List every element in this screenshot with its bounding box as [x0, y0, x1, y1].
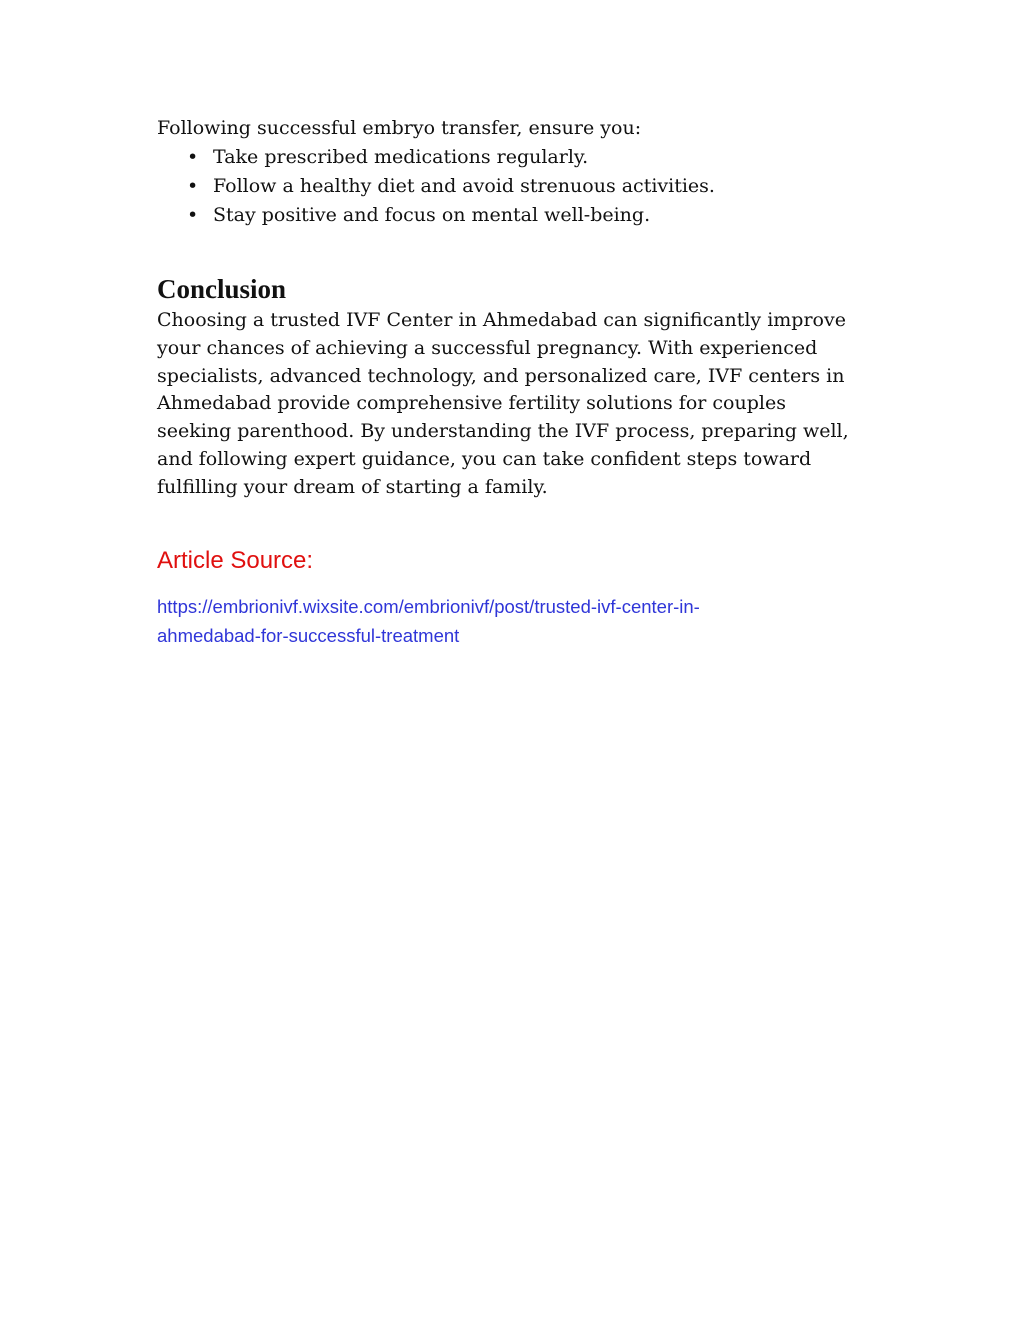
bullet-icon: • [187, 146, 199, 168]
list-item-text: Follow a healthy diet and avoid strenuous activities. [213, 175, 715, 197]
document-content [157, 114, 867, 650]
list-item-text: Stay positive and focus on mental well-being. [213, 204, 651, 226]
article-source-link[interactable] [157, 592, 837, 650]
conclusion-heading: Conclusion [157, 274, 287, 304]
list-item-text: Take prescribed medications regularly. [213, 146, 589, 168]
conclusion-paragraph: Choosing a trusted IVF Center in Ahmedabad can significantly improve your chances of achieving a successful pregnancy. With experienced specialists, advanced technology, and personalized care, IVF centers in Ahmedabad provide comprehensive fertility solutions for couples seeking parenthood. By understanding the IVF process, preparing well, and following expert guidance, you can take confident steps toward fulfilling your dream of starting a family. [157, 309, 849, 498]
list-item [187, 172, 867, 201]
link-line-2: ahmedabad-for-successful-treatment [157, 624, 460, 646]
link-line-1: https://embrionivf.wixsite.com/embrionivf/post/trusted-ivf-center-in- [157, 595, 700, 617]
bullet-icon: • [187, 204, 199, 226]
article-source-heading: Article Source: [157, 546, 314, 574]
list-item [187, 143, 867, 172]
intro-text: Following successful embryo transfer, ensure you: [157, 117, 642, 139]
bullet-icon: • [187, 175, 199, 197]
list-item [187, 201, 867, 230]
aftercare-list [157, 143, 867, 230]
